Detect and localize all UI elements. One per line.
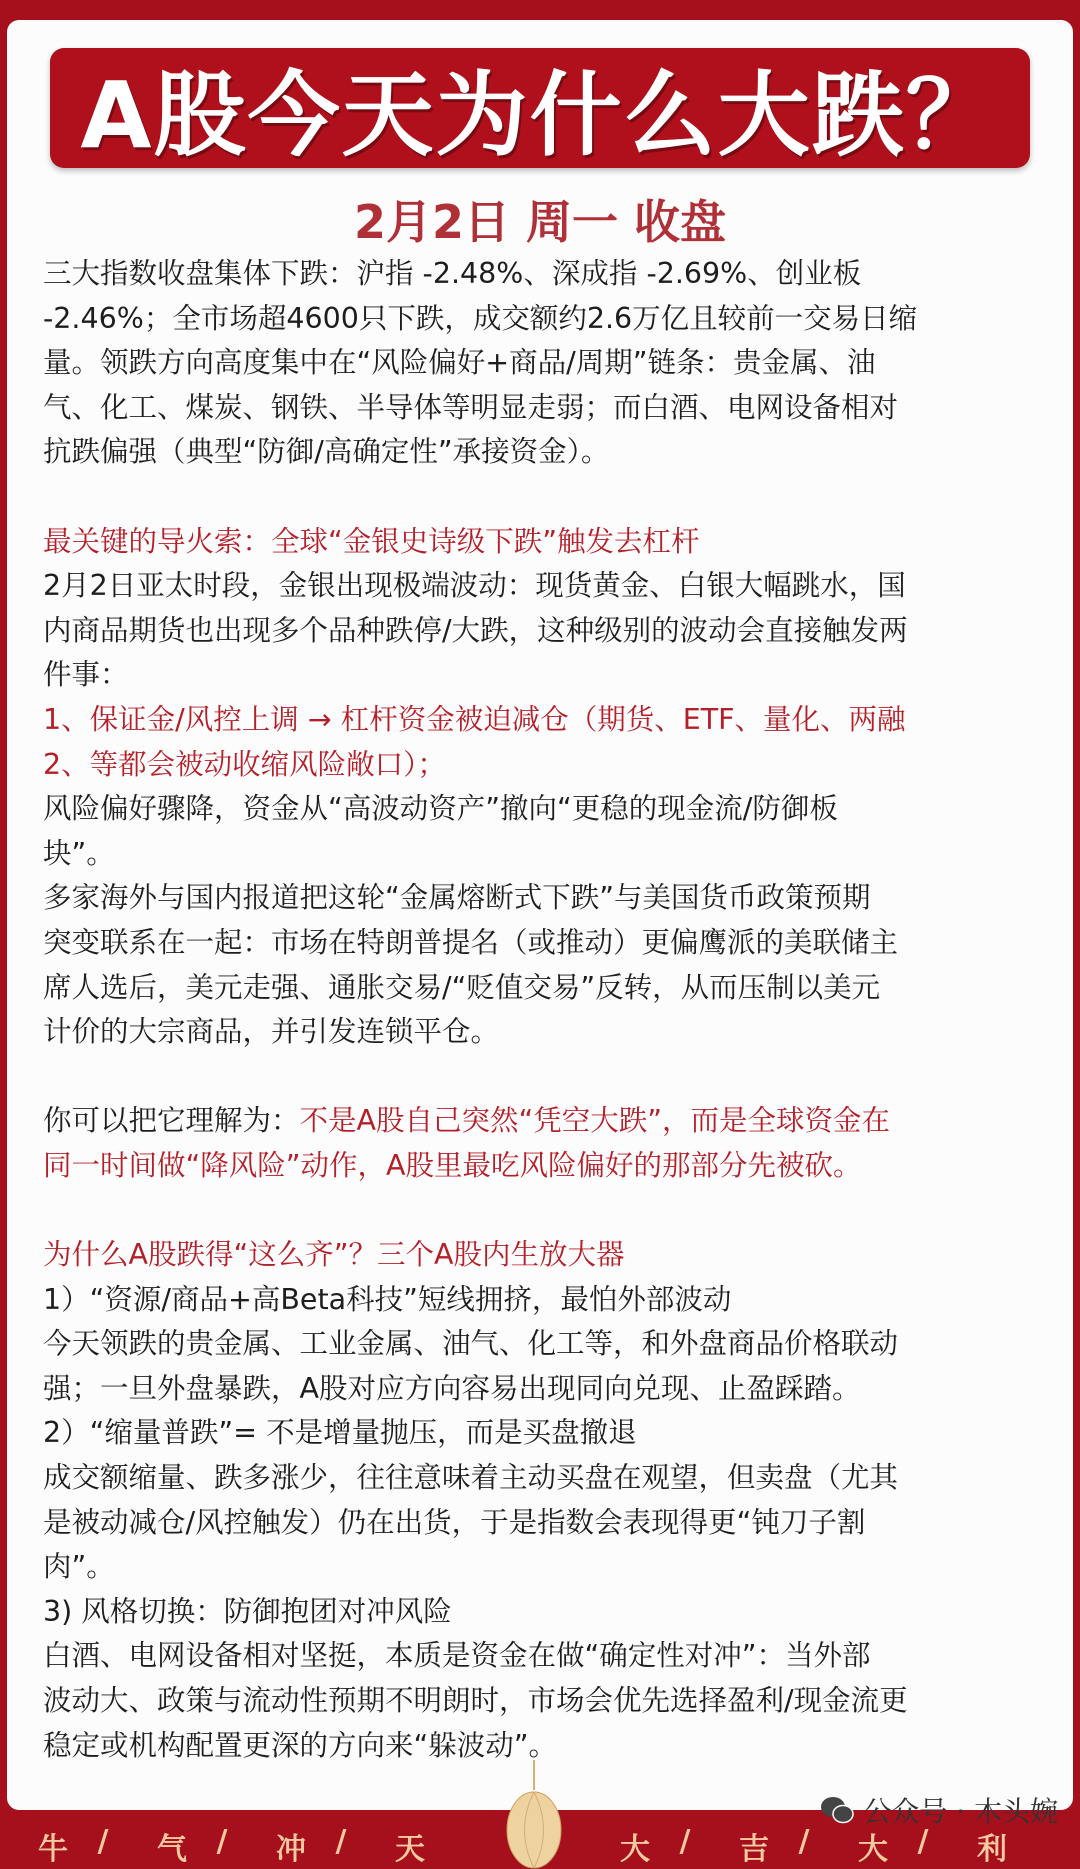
- body-text: 成交额缩量、跌多涨少，往往意味着主动买盘在观望，但卖盘（尤其: [43, 1461, 899, 1495]
- blank-line: [43, 1055, 1043, 1100]
- text-line: [43, 787, 1043, 832]
- body-text: 是被动减仓/风控触发）仍在出货，于是指数会表现得更“钝刀子割: [43, 1505, 866, 1539]
- text-line: [43, 743, 1043, 788]
- body-text: 2）“缩量普跌”= 不是增量抛压，而是买盘撤退: [43, 1416, 637, 1450]
- body-text: 风险偏好骤降，资金从“高波动资产”撤向“更稳的现金流/防御板: [43, 792, 838, 826]
- highlight-text: 1、保证金/风控上调 → 杠杆资金被迫减仓（期货、ETF、量化、两融: [43, 702, 906, 736]
- text-line: [43, 1322, 1043, 1367]
- text-line: [43, 1010, 1043, 1055]
- body-text: 席人选后，美元走强、通胀交易/“贬值交易”反转，从而压制以美元: [43, 970, 881, 1004]
- lantern-icon: [505, 1760, 563, 1869]
- highlight-text: 为什么A股跌得“这么齐”？三个A股内生放大器: [43, 1238, 625, 1272]
- text-line: [43, 832, 1043, 877]
- footer-char: 利: [977, 1832, 1007, 1867]
- title-banner: [50, 48, 1030, 168]
- highlight-text: 同一时间做“降风险”动作，A股里最吃风险偏好的那部分先被砍。: [43, 1148, 862, 1182]
- footer-char: /: [97, 1824, 109, 1859]
- text-line: [43, 1278, 1043, 1323]
- body-text: 2月2日亚太时段，金银出现极端波动：现货黄金、白银大幅跳水，国: [43, 569, 906, 603]
- blank-line: [43, 475, 1043, 520]
- text-line: [43, 386, 1043, 431]
- footer-char: /: [798, 1824, 810, 1859]
- text-line: [43, 297, 1043, 342]
- date-subtitle: 2月2日 周一 收盘: [353, 195, 727, 249]
- footer-char: /: [216, 1824, 228, 1859]
- text-line: [43, 1367, 1043, 1412]
- body-text: 今天领跌的贵金属、工业金属、油气、化工等，和外盘商品价格联动: [43, 1327, 899, 1361]
- footer-char: /: [917, 1824, 929, 1859]
- text-line: [43, 1411, 1043, 1456]
- text-line: [43, 252, 1043, 297]
- body-text: 波动大、政策与流动性预期不明朗时，市场会优先选择盈利/现金流更: [43, 1684, 908, 1717]
- footer-char: 气: [157, 1832, 187, 1867]
- text-line: [43, 1144, 1043, 1189]
- text-line: [43, 1590, 1043, 1635]
- text-line: [43, 341, 1043, 386]
- body-text: 肉”。: [43, 1550, 115, 1584]
- body-text: 抗跌偏强（典型“防御/高确定性”承接资金）。: [43, 435, 610, 469]
- text-line: [43, 1233, 1043, 1278]
- text-line: [43, 520, 1043, 565]
- text-line: [43, 1501, 1043, 1546]
- body-text: 件事：: [43, 658, 129, 692]
- body-text: 1）“资源/商品+高Beta科技”短线拥挤，最怕外部波动: [43, 1282, 732, 1316]
- body-text: 强；一旦外盘暴跌，A股对应方向容易出现同向兑现、止盈踩踏。: [43, 1371, 861, 1405]
- footer-char: 大: [858, 1832, 888, 1867]
- footer-char: 吉: [739, 1832, 769, 1867]
- body-text: 块”。: [43, 836, 115, 870]
- footer-char: 大: [620, 1832, 650, 1867]
- text-line: [43, 1634, 1043, 1679]
- footer-char: 冲: [276, 1832, 306, 1867]
- text-line: [43, 609, 1043, 654]
- watermark-text: 公众号 · 木头婉: [863, 1795, 1058, 1828]
- body-text: 计价的大宗商品，并引发连锁平仓。: [43, 1015, 500, 1049]
- body-text: 白酒、电网设备相对坚挺，本质是资金在做“确定性对冲”：当外部: [43, 1639, 871, 1673]
- highlight-text: 2、等都会被动收缩风险敞口）；: [43, 747, 446, 781]
- body-text: 你可以把它理解为：: [43, 1104, 300, 1138]
- footer-char: 天: [395, 1832, 425, 1867]
- text-line: [43, 430, 1043, 475]
- body-text: 量。领跌方向高度集中在“风险偏好+商品/周期”链条：贵金属、油: [43, 346, 876, 380]
- body-text: 3) 风格切换：防御抱团对冲风险: [43, 1594, 452, 1628]
- body-text: -2.46%；全市场超4600只下跌，成交额约2.6万亿且较前一交易日缩: [43, 301, 918, 335]
- text-line: [43, 653, 1043, 698]
- footer-char: 牛: [38, 1832, 68, 1867]
- body-text: 突变联系在一起：市场在特朗普提名（或推动）更偏鹰派的美联储主: [43, 925, 899, 959]
- text-line: [43, 876, 1043, 921]
- blank-line: [43, 1188, 1043, 1233]
- text-line: [43, 564, 1043, 609]
- article-body: [43, 252, 1043, 1768]
- watermark: [819, 1790, 1058, 1830]
- wechat-icon: [819, 1795, 855, 1825]
- page-title: A股今天为什么大跌？: [80, 62, 1000, 169]
- body-text: 三大指数收盘集体下跌：沪指 -2.48%、深成指 -2.69%、创业板: [43, 257, 862, 290]
- text-line: [43, 966, 1043, 1011]
- highlight-text: 最关键的导火索：全球“金银史诗级下跌”触发去杠杆: [43, 524, 700, 558]
- highlight-text: 不是A股自己突然“凭空大跌”，而是全球资金在: [299, 1104, 891, 1138]
- body-text: 稳定或机构配置更深的方向来“躲波动”。: [43, 1728, 558, 1762]
- footer-char: /: [335, 1824, 347, 1859]
- text-line: [43, 698, 1043, 743]
- text-line: [43, 1545, 1043, 1590]
- body-text: 多家海外与国内报道把这轮“金属熔断式下跌”与美国货币政策预期: [43, 881, 871, 915]
- text-line: [43, 1456, 1043, 1501]
- footer-char: /: [679, 1824, 691, 1859]
- body-text: 气、化工、煤炭、钢铁、半导体等明显走弱；而白酒、电网设备相对: [43, 390, 899, 424]
- body-text: 内商品期货也出现多个品种跌停/大跌，这种级别的波动会直接触发两: [43, 613, 908, 647]
- text-line: [43, 1099, 1043, 1144]
- text-line: [43, 921, 1043, 966]
- text-line: [43, 1679, 1043, 1724]
